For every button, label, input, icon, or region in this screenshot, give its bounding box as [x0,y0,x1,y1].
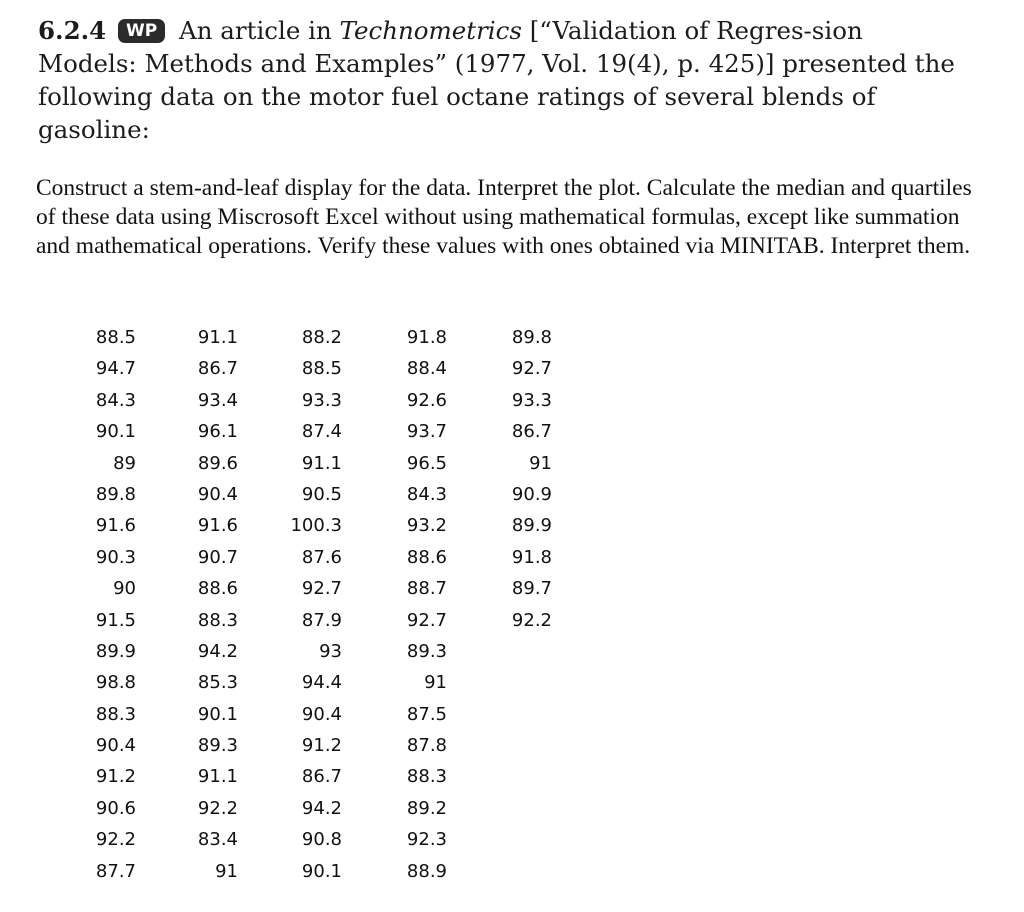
data-cell: 85.3 [197,672,238,694]
problem-text-before: An article in [179,16,332,45]
data-cell: 100.3 [290,515,342,537]
data-cell: 89 [113,452,136,474]
data-cell: 90.9 [511,483,552,505]
data-column-1 [66,322,136,887]
problem-number: 6.2.4 [38,16,107,45]
instructions-paragraph: Construct a stem-and-leaf display for the data. Interpret the plot. Calculate the median and quartiles of these data using Miscrosoft Excel without using mathematical formulas, except like summation and mathematical operations. Verify these values with ones obtained via MINITAB. Interpret them. [36,175,972,259]
data-cell: 89.2 [406,797,447,819]
data-cell: 88.5 [95,327,136,348]
data-cell: 88.3 [406,766,447,788]
data-cell: 92.3 [406,829,447,851]
data-cell: 87.5 [406,703,447,725]
data-cell: 87.9 [301,609,342,631]
data-cell: 87.6 [301,546,342,568]
data-cell: 91.2 [301,735,342,757]
data-cell: 91.6 [95,515,136,537]
data-cell: 90.1 [301,860,342,882]
data-cell: 90.8 [301,829,342,851]
data-cell: 93.7 [406,421,447,443]
data-cell: 84.3 [95,389,136,411]
data-cell: 89.8 [95,483,136,505]
data-cell: 89.8 [511,327,552,348]
data-cell: 91.8 [406,327,447,348]
data-cell: 88.2 [301,327,342,348]
data-cell: 91.8 [511,546,552,568]
data-cell: 90.4 [197,483,238,505]
data-cell: 87.8 [406,735,447,757]
data-cell: 87.7 [95,860,136,882]
data-cell: 89.3 [406,640,447,662]
data-cell: 84.3 [406,483,447,505]
data-cell: 90.6 [95,797,136,819]
data-cell: 86.7 [511,421,552,443]
data-cell: 98.8 [95,672,136,694]
data-cell: 92.7 [511,358,552,380]
wp-badge: WP [118,19,165,43]
data-cell: 88.6 [197,578,238,600]
data-cell: 87.4 [301,421,342,443]
data-cell: 91 [424,672,447,694]
data-cell: 89.7 [511,578,552,600]
data-cell: 92.7 [301,578,342,600]
data-column-4 [377,322,447,887]
data-cell: 93.3 [511,389,552,411]
data-cell: 94.2 [197,640,238,662]
data-cell: 88.4 [406,358,447,380]
data-cell: 94.7 [95,358,136,380]
data-cell: 83.4 [197,829,238,851]
data-cell: 92.7 [406,609,447,631]
data-cell: 91.1 [197,327,238,348]
data-cell: 93.2 [406,515,447,537]
data-cell: 96.5 [406,452,447,474]
data-cell: 91.6 [197,515,238,537]
data-cell: 92.2 [197,797,238,819]
data-cell: 91.5 [95,609,136,631]
data-cell: 90.4 [301,703,342,725]
data-cell: 88.3 [95,703,136,725]
data-cell: 90.3 [95,546,136,568]
data-cell: 90 [113,578,136,600]
data-cell: 92.6 [406,389,447,411]
data-cell: 86.7 [197,358,238,380]
journal-name: Technometrics [339,16,522,45]
data-cell: 91.2 [95,766,136,788]
data-cell: 88.7 [406,578,447,600]
data-cell: 88.3 [197,609,238,631]
data-cell: 96.1 [197,421,238,443]
data-cell: 91.1 [301,452,342,474]
data-cell: 86.7 [301,766,342,788]
data-cell: 90.7 [197,546,238,568]
data-cell: 93.4 [197,389,238,411]
data-cell: 88.6 [406,546,447,568]
data-cell: 90.1 [95,421,136,443]
data-cell: 90.1 [197,703,238,725]
data-cell: 89.9 [95,640,136,662]
data-cell: 92.2 [511,609,552,631]
data-cell: 89.9 [511,515,552,537]
data-column-3 [272,322,342,887]
data-cell: 91.1 [197,766,238,788]
data-cell: 89.3 [197,735,238,757]
problem-text-after: [“Validation of Regres-sion Models: Methods and Examples” (1977, Vol. 19(4), p. 425)] presented the following data on the motor fuel octane ratings of several blends of gasoline: [38,16,955,144]
problem-statement [38,14,968,146]
data-column-5 [482,322,552,636]
data-cell: 88.5 [301,358,342,380]
data-cell: 90.5 [301,483,342,505]
data-cell: 93.3 [301,389,342,411]
data-cell: 93 [319,640,342,662]
data-cell: 89.6 [197,452,238,474]
data-cell: 90.4 [95,735,136,757]
data-cell: 92.2 [95,829,136,851]
data-cell: 91 [529,452,552,474]
data-cell: 94.4 [301,672,342,694]
data-cell: 94.2 [301,797,342,819]
data-cell: 88.9 [406,860,447,882]
data-cell: 91 [215,860,238,882]
data-column-2 [168,322,238,887]
